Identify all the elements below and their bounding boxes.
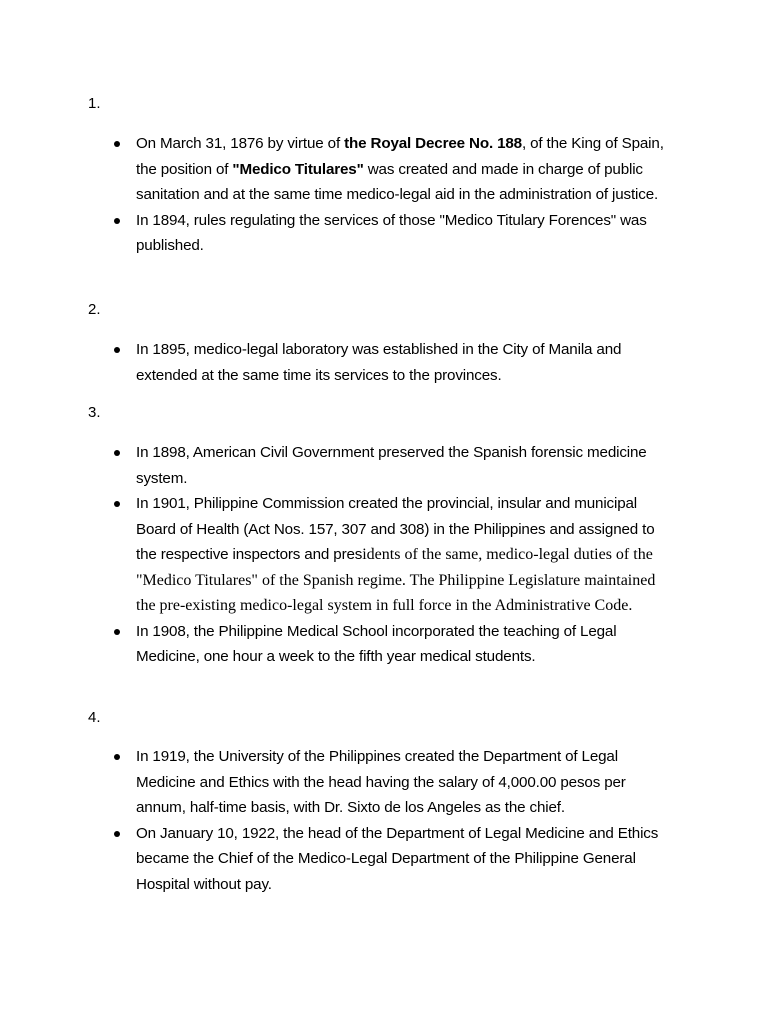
bullet-icon (114, 629, 120, 635)
section-number-2: 2. (88, 301, 101, 318)
bullet-icon (114, 347, 120, 353)
list-item (0, 337, 676, 388)
section-number-1: 1. (88, 95, 101, 112)
bullet-icon (114, 501, 120, 507)
list-item-text: In 1901, Philippine Commission created the provincial, insular and municipal Board of Health (Act Nos. 157, 307 and 308) in the Philippines and assigned to the respective inspectors and presidents of the same, medico-legal duties of the "Medico Titulares" of the Spanish regime. The Philippine Legislature maintained the pre-existing medico-legal system in full force in the Administrative Code. (136, 495, 656, 614)
list-item-text: In 1895, medico-legal laboratory was established in the City of Manila and extended at the same time its services to the provinces. (136, 341, 622, 384)
section-number-3: 3. (88, 404, 101, 421)
section-4-list (0, 744, 768, 897)
list-item-text: In 1898, American Civil Government preserved the Spanish forensic medicine system. (136, 444, 647, 487)
section-3-list (0, 440, 768, 670)
list-item (0, 440, 676, 491)
bullet-icon (114, 831, 120, 837)
list-item-text: On March 31, 1876 by virtue of the Royal Decree No. 188, of the King of Spain, the position of "Medico Titulares" was created and made in charge of public sanitation and at the same time medico-legal aid in the administration of justice. (136, 135, 664, 203)
list-item (0, 491, 676, 619)
section-number-4: 4. (88, 709, 101, 726)
bullet-icon (114, 141, 120, 147)
bullet-icon (114, 218, 120, 224)
bullet-icon (114, 754, 120, 760)
list-item (0, 821, 676, 898)
list-item-text: On January 10, 1922, the head of the Department of Legal Medicine and Ethics became the Chief of the Medico-Legal Department of the Philippine General Hospital without pay. (136, 824, 659, 893)
list-item-text: In 1908, the Philippine Medical School incorporated the teaching of Legal Medicine, one hour a week to the fifth year medical students. (136, 622, 617, 665)
list-item (0, 619, 676, 670)
list-item (0, 131, 676, 208)
section-2-list (0, 337, 768, 388)
list-item (0, 744, 676, 821)
bullet-icon (114, 450, 120, 456)
list-item (0, 208, 676, 259)
section-1-list (0, 131, 768, 259)
list-item-text: In 1894, rules regulating the services of those "Medico Titulary Forences" was published. (136, 211, 647, 254)
list-item-text: In 1919, the University of the Philippines created the Department of Legal Medicine and Ethics with the head having the salary of 4,000.00 pesos per annum, half-time basis, with Dr. Sixto de los Angeles as the chief. (136, 748, 626, 816)
